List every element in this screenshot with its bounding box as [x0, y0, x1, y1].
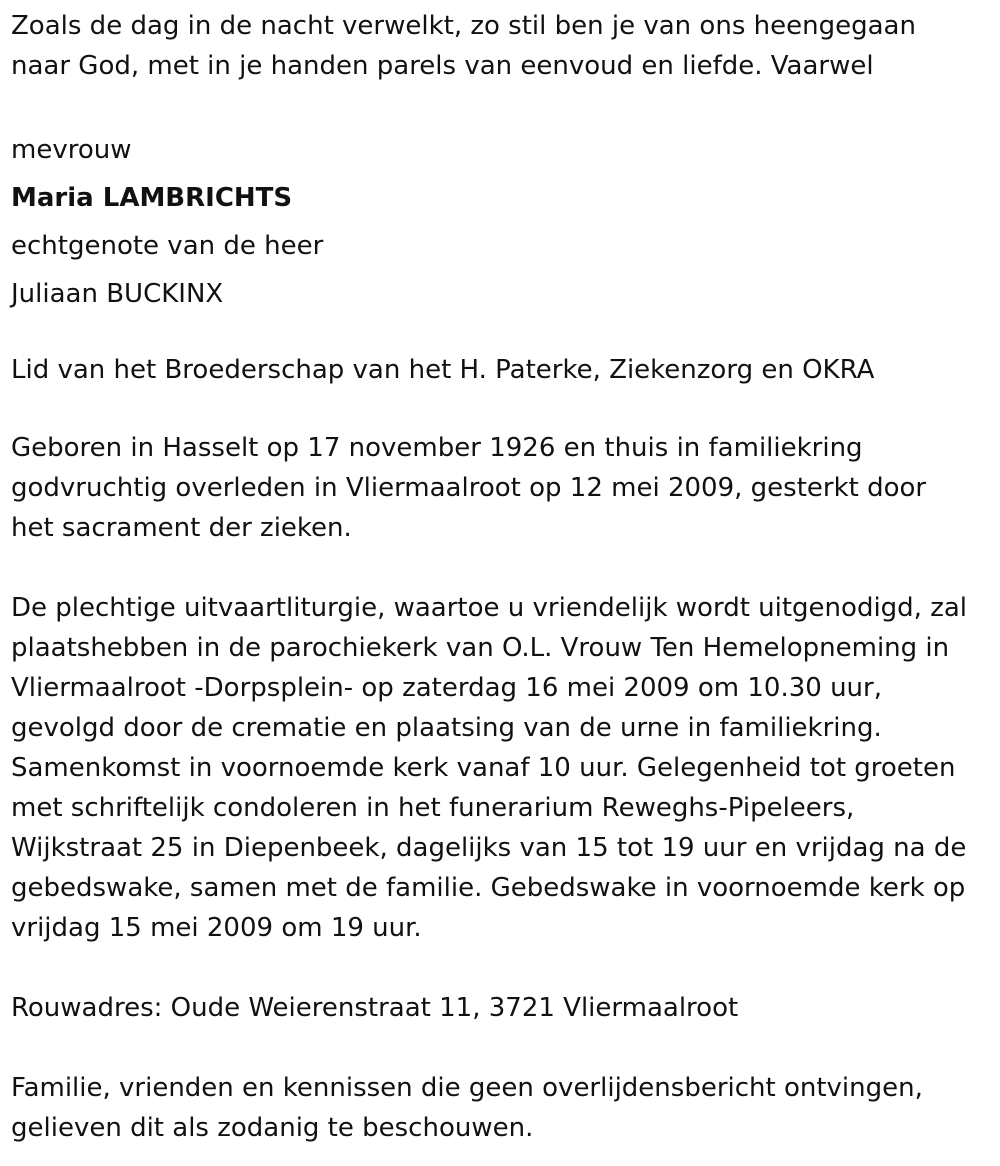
birth-death-line: het sacrament der zieken. [11, 513, 352, 543]
funeral-line: Vliermaalroot -Dorpsplein- op zaterdag 16 mei 2009 om 10.30 uur, [11, 673, 882, 703]
birth-death-line: Geboren in Hasselt op 17 november 1926 en thuis in familiekring [11, 433, 863, 463]
funeral-line: De plechtige uitvaartliturgie, waartoe u vriendelijk wordt uitgenodigd, zal [11, 593, 968, 623]
funeral-line: met schriftelijk condoleren in het funerarium Reweghs-Pipeleers, [11, 793, 855, 823]
person-block [11, 126, 996, 318]
funeral-line: Wijkstraat 25 in Diepenbeek, dagelijks van 15 tot 19 uur en vrijdag na de [11, 833, 967, 863]
intro-verse [11, 6, 996, 86]
person-title: mevrouw [11, 135, 132, 165]
spouse-name: Juliaan BUCKINX [11, 279, 224, 309]
intro-line: Zoals de dag in de nacht verwelkt, zo stil ben je van ons heengegaan [11, 11, 916, 41]
membership-text: Lid van het Broederschap van het H. Paterke, Ziekenzorg en OKRA [11, 355, 875, 385]
mourning-address: Rouwadres: Oude Weierenstraat 11, 3721 Vliermaalroot [11, 993, 739, 1023]
funeral-line: Samenkomst in voornoemde kerk vanaf 10 uur. Gelegenheid tot groeten [11, 753, 956, 783]
closing-line: Familie, vrienden en kennissen die geen overlijdensbericht ontvingen, [11, 1073, 923, 1103]
birth-death-line: godvruchtig overleden in Vliermaalroot op 12 mei 2009, gesterkt door [11, 473, 927, 503]
closing-paragraph [11, 1068, 996, 1148]
person-name: Maria LAMBRICHTS [11, 183, 293, 213]
person-relation: echtgenote van de heer [11, 231, 324, 261]
obituary-document [11, 6, 996, 1148]
funeral-paragraph [11, 588, 996, 948]
funeral-line: plaatshebben in de parochiekerk van O.L. Vrouw Ten Hemelopneming in [11, 633, 950, 663]
intro-line: naar God, met in je handen parels van eenvoud en liefde. Vaarwel [11, 51, 874, 81]
birth-death-paragraph [11, 428, 996, 548]
funeral-line: gebedswake, samen met de familie. Gebedswake in voornoemde kerk op [11, 873, 966, 903]
funeral-line: gevolgd door de crematie en plaatsing van de urne in familiekring. [11, 713, 882, 743]
funeral-line: vrijdag 15 mei 2009 om 19 uur. [11, 913, 422, 943]
closing-line: gelieven dit als zodanig te beschouwen. [11, 1113, 534, 1143]
